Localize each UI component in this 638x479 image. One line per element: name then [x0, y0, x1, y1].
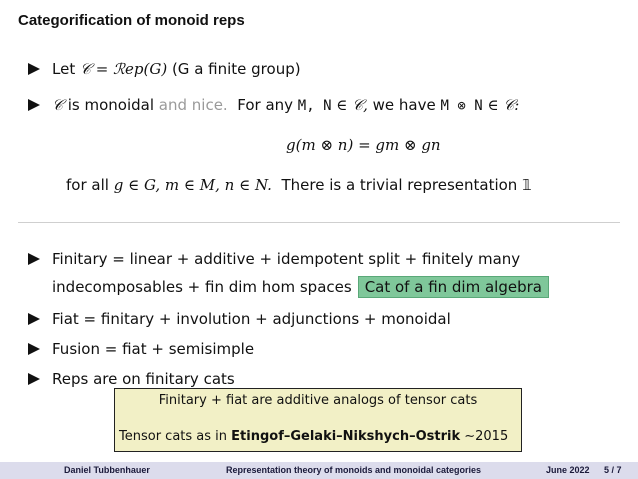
triangle-bullet-icon [28, 253, 40, 265]
bullet-fusion [28, 340, 254, 358]
section-divider [18, 222, 620, 223]
triangle-bullet-icon [28, 63, 40, 75]
note-line2 [119, 429, 508, 444]
trivial-rep-text: There is a trivial representation 𝟙 [281, 176, 532, 194]
for-any-text: For any [237, 96, 294, 114]
footer-bar [0, 462, 638, 479]
bullet-finitary [28, 250, 520, 268]
triangle-bullet-icon [28, 343, 40, 355]
bullet-reps [28, 370, 235, 388]
for-all-text: for all [66, 176, 109, 194]
equals-sign: = [90, 60, 114, 78]
finitary-line1: Finitary = linear + additive + idempotent split + finitely many [52, 250, 521, 268]
reps-text: Reps are on finitary cats [52, 370, 235, 388]
finitary-line2: indecomposables + fin dim hom spaces [52, 278, 352, 296]
bullet-let-c [28, 60, 301, 78]
m-n-symbols: M, N [297, 98, 332, 114]
cat-symbol: 𝒞 [52, 96, 63, 114]
m-tensor-n: M ⊗ N [440, 98, 483, 114]
we-have-text: we have [372, 96, 436, 114]
rep-g: ℛep(G) [113, 60, 168, 78]
let-word: Let [52, 60, 76, 78]
finite-group-note: (G a finite group) [171, 60, 301, 78]
in-c-symbol: ∈ 𝒞, [336, 96, 368, 114]
and-nice-text: and nice. [158, 96, 228, 114]
egno-authors: Etingof–Gelaki–Nikshych–Ostrik [231, 429, 461, 444]
forall-line [66, 176, 532, 194]
footer-date: June 2022 [546, 465, 590, 475]
note-prefix: Tensor cats as in [119, 429, 232, 444]
fusion-text: Fusion = fiat + semisimple [52, 340, 255, 358]
triangle-bullet-icon [28, 99, 40, 111]
note-year: ∼2015 [460, 429, 509, 444]
footer-author: Daniel Tubbenhauer [64, 465, 150, 475]
triangle-bullet-icon [28, 373, 40, 385]
finite-dim-algebra-box: Cat of a fin dim algebra [358, 276, 549, 298]
in-c-colon: ∈ 𝒞: [487, 96, 520, 114]
triangle-bullet-icon [28, 313, 40, 325]
footer-talk-title: Representation theory of monoids and monoidal categories [226, 465, 482, 475]
slide-title: Categorification of monoid reps [18, 12, 245, 29]
is-monoidal-text: is monoidal [67, 96, 154, 114]
finitary-continuation [52, 276, 549, 298]
variables-text: g ∈ G, m ∈ M, n ∈ N. [113, 176, 272, 194]
note-line1: Finitary + fiat are additive analogs of tensor cats [158, 393, 478, 408]
fiat-text: Fiat = finitary + involution + adjunctions + monoidal [52, 310, 451, 328]
footer-page-number: 5 / 7 [604, 465, 622, 475]
bullet-monoidal [28, 96, 519, 114]
bullet-fiat [28, 310, 451, 328]
cat-symbol: 𝒞 [79, 60, 91, 78]
equation-group-action: g(m ⊗ n) = gm ⊗ gn [286, 136, 441, 154]
tensor-cats-note [114, 388, 522, 452]
